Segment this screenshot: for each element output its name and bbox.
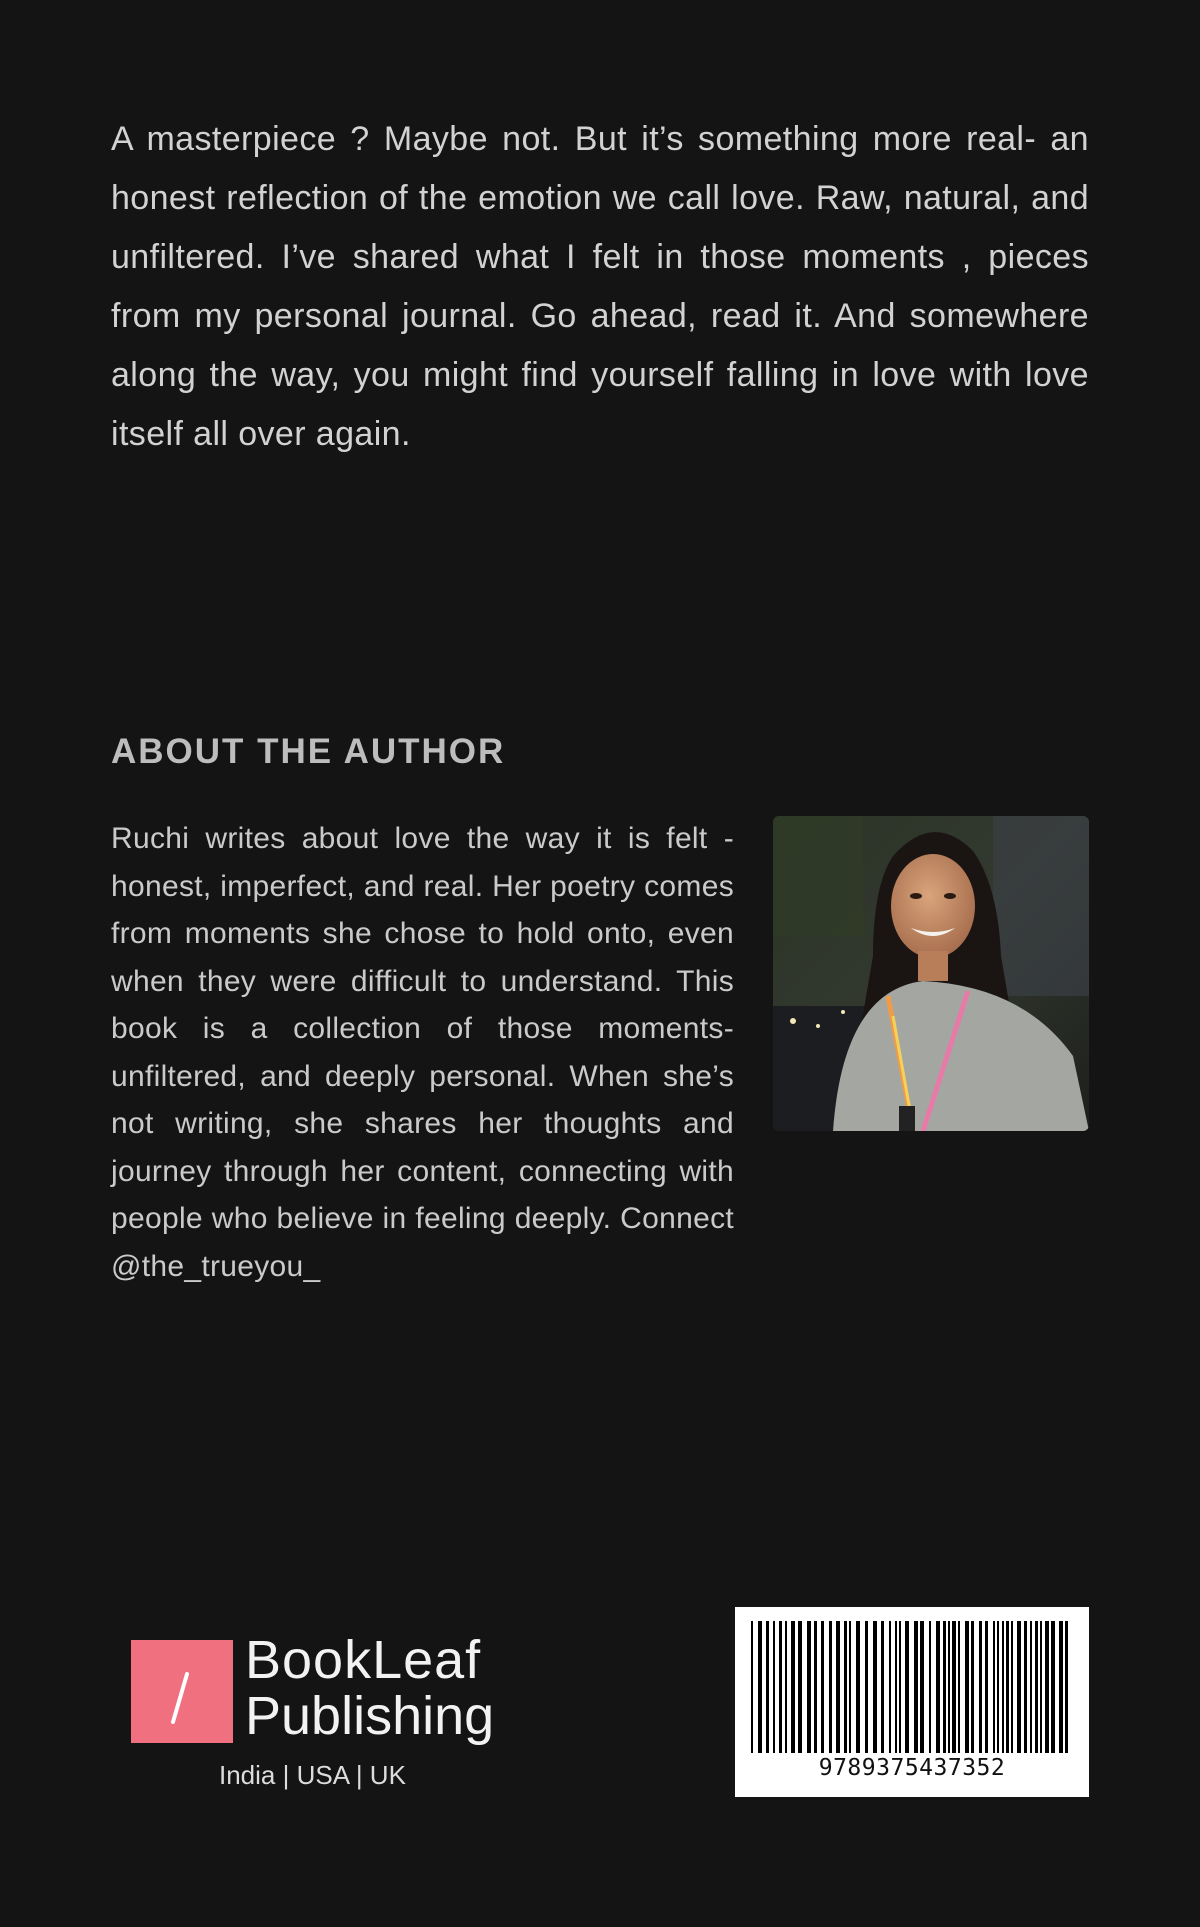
barcode-bar: [798, 1621, 802, 1753]
publisher-regions: India | USA | UK: [219, 1760, 406, 1790]
barcode-bar: [873, 1621, 877, 1753]
barcode-bar: [979, 1621, 982, 1753]
barcode-bar: [993, 1621, 995, 1753]
barcode-bar: [936, 1621, 940, 1753]
barcode-bar: [1011, 1621, 1013, 1753]
barcode-bar: [985, 1621, 988, 1753]
barcode-bar: [948, 1621, 950, 1753]
barcode-bar: [836, 1621, 840, 1753]
publisher-logo: [131, 1630, 521, 1798]
barcode-bar: [971, 1621, 974, 1753]
barcode-bar: [1035, 1621, 1038, 1753]
barcode-bar: [895, 1621, 897, 1753]
barcode-bar: [1051, 1621, 1055, 1753]
barcode-bar: [1006, 1621, 1009, 1753]
barcode-bar: [905, 1621, 909, 1753]
barcode-bar: [965, 1621, 969, 1753]
barcode-bar: [791, 1621, 795, 1753]
barcode-bar: [1030, 1621, 1032, 1753]
barcode-bar: [881, 1621, 884, 1753]
barcode-bar: [856, 1621, 860, 1753]
barcode-bar: [1002, 1621, 1004, 1753]
barcode-bar: [785, 1621, 787, 1753]
publisher-name-line2: Publishing: [245, 1686, 495, 1746]
barcode-bar: [814, 1621, 817, 1753]
barcode-bar: [779, 1621, 782, 1753]
about-author-heading: ABOUT THE AUTHOR: [111, 732, 506, 771]
barcode-bar: [807, 1621, 811, 1753]
barcode-bar: [1040, 1621, 1042, 1753]
barcode-bar: [889, 1621, 891, 1753]
barcode-bar: [920, 1621, 924, 1753]
barcode-bar: [1017, 1621, 1021, 1753]
barcode-bar: [899, 1621, 901, 1753]
barcode-bar: [844, 1621, 847, 1753]
barcode-bar: [849, 1621, 851, 1753]
author-photo: [773, 816, 1089, 1131]
slash-icon: [131, 1640, 233, 1743]
barcode-bar: [751, 1621, 753, 1753]
barcode-bar: [1045, 1621, 1049, 1753]
barcode-bar: [997, 1621, 999, 1753]
barcode-bar: [766, 1621, 769, 1753]
isbn-number: 9789375437352: [818, 1755, 1006, 1781]
isbn-barcode: [735, 1607, 1089, 1797]
barcode-bar: [914, 1621, 918, 1753]
barcode-bar: [829, 1621, 832, 1753]
back-cover-blurb: A masterpiece ? Maybe not. But it’s something more real- an honest reflection of the emotion we call love. Raw, natural, and unfiltered. I’ve shared what I felt in those moments , pieces from my personal journal. Go ahead, read it. And somewhere along the way, you might find yourself falling in love with love itself all over again.: [111, 120, 1089, 453]
barcode-bar: [821, 1621, 824, 1753]
barcode-bar: [1059, 1621, 1063, 1753]
barcode-bar: [773, 1621, 775, 1753]
barcode-bar: [865, 1621, 868, 1753]
author-bio: Ruchi writes about love the way it is felt - honest, imperfect, and real. Her poetry comes from moments she chose to hold onto, even when they were difficult to understand. This book is a collection of those moments- unfiltered, and deeply personal. When she’s not writing, she shares her thoughts and journey through her content, connecting with people who believe in feeling deeply. Connect @the_trueyou_: [111, 822, 734, 1283]
barcode-bar: [1065, 1621, 1068, 1753]
barcode-bar: [958, 1621, 960, 1753]
barcode-bar: [943, 1621, 946, 1753]
barcode-bar: [758, 1621, 762, 1753]
publisher-name-line1: BookLeaf: [245, 1630, 482, 1690]
barcode-bar: [1024, 1621, 1027, 1753]
barcode-bar: [952, 1621, 956, 1753]
barcode-bars: [749, 1621, 1075, 1753]
barcode-bar: [929, 1621, 931, 1753]
